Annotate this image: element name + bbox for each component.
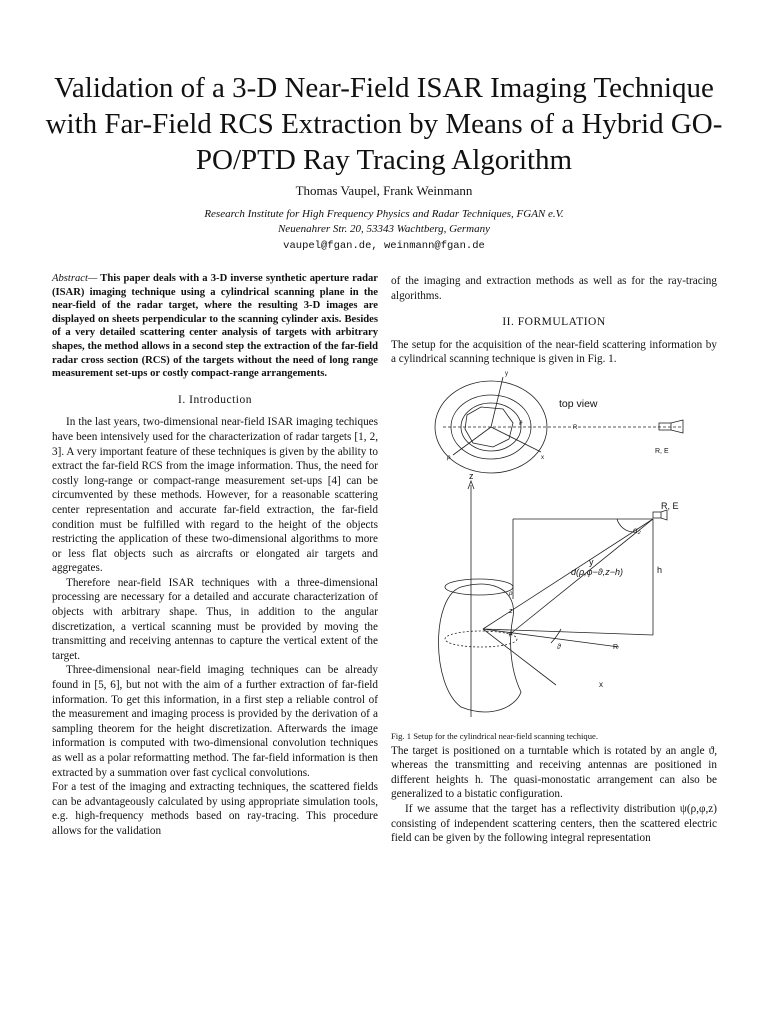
topview-label: top view: [559, 397, 598, 410]
intro-paragraph-2: Therefore near-field ISAR techniques with a three-dimensional processing are necessary for a detailed and accurate characterization of objects with arbitrary shape. Thus, in addition to the angular discretization, a vertical scanning must be provided by moving the transmitting and receiving antennas to capture the vertical extent of the target.: [52, 576, 378, 662]
setup-diagram: [391, 367, 717, 735]
top-view-y-axis: [491, 377, 503, 427]
paper-title: Validation of a 3-D Near-Field ISAR Imaging Technique with Far-Field RCS Extraction by Means of a Hybrid GO-PO/PTD Ray Tracing Algorithm: [45, 72, 723, 176]
target-slice-ellipse: [445, 631, 517, 647]
side-re-label: R, E: [661, 500, 679, 511]
top-r-label: R: [573, 424, 578, 431]
intro-paragraph-4: For a test of the imaging and extracting techniques, the scattered fields can be advantageously calculated by using appropriate simulation tools, e.g. high-frequency methods based on ray-tracing. This procedure allows for the validation: [52, 781, 378, 837]
section-heading-introduction: I. Introduction: [178, 393, 252, 406]
top-view-antenna: [659, 423, 671, 430]
top-view-antenna-horn: [671, 420, 683, 433]
side-antenna: [653, 512, 661, 518]
r-label: R: [613, 643, 619, 651]
target-body: [439, 584, 522, 712]
intro-paragraph-3: Three-dimensional near-field imaging techniques can be already found in [5, 6], but not with the aim of a further extraction of far-field information. To get this information, in a first step a reliable control of the measurement and imaging process is provided by the derivation of a sampling theorem for the height discretization. Afterwards the image information is computed with two-dimensional convolution techniques as well as a polar reformatting method. The far-field information is then extracted by a summation over fast cyclical convolutions.: [52, 664, 378, 779]
top-y-label: y: [505, 370, 508, 377]
section-heading-formulation: II. FORMULATION: [502, 316, 606, 329]
authors: Thomas Vaupel, Frank Weinmann: [295, 183, 473, 198]
formulation-paragraph-3: If we assume that the target has a reflectivity distribution ψ(ρ,φ,z) consisting of independent scattering centers, then the scattered electric field can be given by the following integral representation: [391, 802, 717, 845]
x-axis-label: x: [599, 679, 603, 689]
alpha-arc: [617, 519, 633, 532]
z-small-label: z: [509, 607, 513, 615]
intro-paragraph-1: In the last years, two-dimensional near-field ISAR imaging techiques have been intensively used for the characterization of radar targets [1, 2, 3]. A very important feature of these techniques is given by the ability to extract the far-field RCS from the image information. Thus, the need for costly long-range or compact-range measurement set-ups [4] can be circumvented by these methods. However, for a reasonable scattering center representation and accurate far-field extraction, the far-field condition must be fulfilled with regard to the height of the objects restricting the application of these two-dimensional algorithms to more or less flat objects such as aircrafts or elongated air targets and aggregates.: [52, 416, 378, 575]
right-column: [391, 274, 717, 846]
top-view-x-axis: [491, 427, 541, 452]
figure-caption: Fig. 1 Setup for the cylindrical near-field scanning techique.: [391, 730, 598, 741]
h-label: h: [657, 564, 663, 575]
d-label: d(ρ,φ−ϑ,z−h): [571, 566, 623, 577]
y-axis-line: [509, 519, 653, 635]
rho-small-label: ρ: [509, 630, 513, 637]
figure-1: [391, 367, 717, 729]
abstract-label: Abstract—: [52, 273, 98, 284]
author-emails: vaupel@fgan.de, weinmann@fgan.de: [283, 240, 485, 252]
top-theta-label: ϑ: [519, 420, 523, 427]
theta-label: ϑ: [557, 643, 561, 651]
top-x-label: x: [541, 454, 544, 461]
target-top-ellipse: [445, 579, 513, 595]
continued-paragraph: of the imaging and extraction methods as well as for the ray-tracing algorithms.: [391, 275, 717, 302]
side-antenna-horn: [661, 510, 667, 520]
rho-label: ρ: [509, 590, 513, 597]
y-axis-label: y: [589, 556, 594, 567]
top-re-label: R, E: [655, 447, 669, 455]
affiliation-line-2: Neuenahrer Str. 20, 53343 Wachtberg, Germany: [277, 223, 491, 235]
formulation-paragraph-1: The setup for the acquisition of the near-field scattering information by a cylindrical scanning technique is given in Fig. 1.: [391, 338, 717, 366]
formulation-paragraph-2: The target is positioned on a turntable which is rotated by an angle ϑ, whereas the transmitting and receiving antennas are positioned in different heights h. The quasi-monostatic arrangement can also be generalized to a bistatic configuration.: [391, 744, 717, 801]
abstract-text: This paper deals with a 3-D inverse synthetic aperture radar (ISAR) imaging technique using a cylindrical scanning plane in the near-field of the radar target, where the resulting 3-D images are displayed on sheets perpendicular to the scanning cylinder axis. Besides of a very detailed scattering center analysis of targets with arbitrary shapes, the method allows in a second step the extraction of the far-field radar cross section (RCS) of the targets without the need of long range measurement set-ups or costly compact-range arrangements.: [52, 273, 378, 380]
top-rho-label: ρ: [447, 454, 451, 461]
z-axis-label: z: [469, 470, 474, 481]
alpha-label: α₂: [633, 525, 641, 535]
abstract: [52, 272, 378, 381]
affiliation-line-1: Research Institute for High Frequency Physics and Radar Techniques, FGAN e.V.: [204, 208, 564, 220]
left-column: [52, 272, 378, 839]
